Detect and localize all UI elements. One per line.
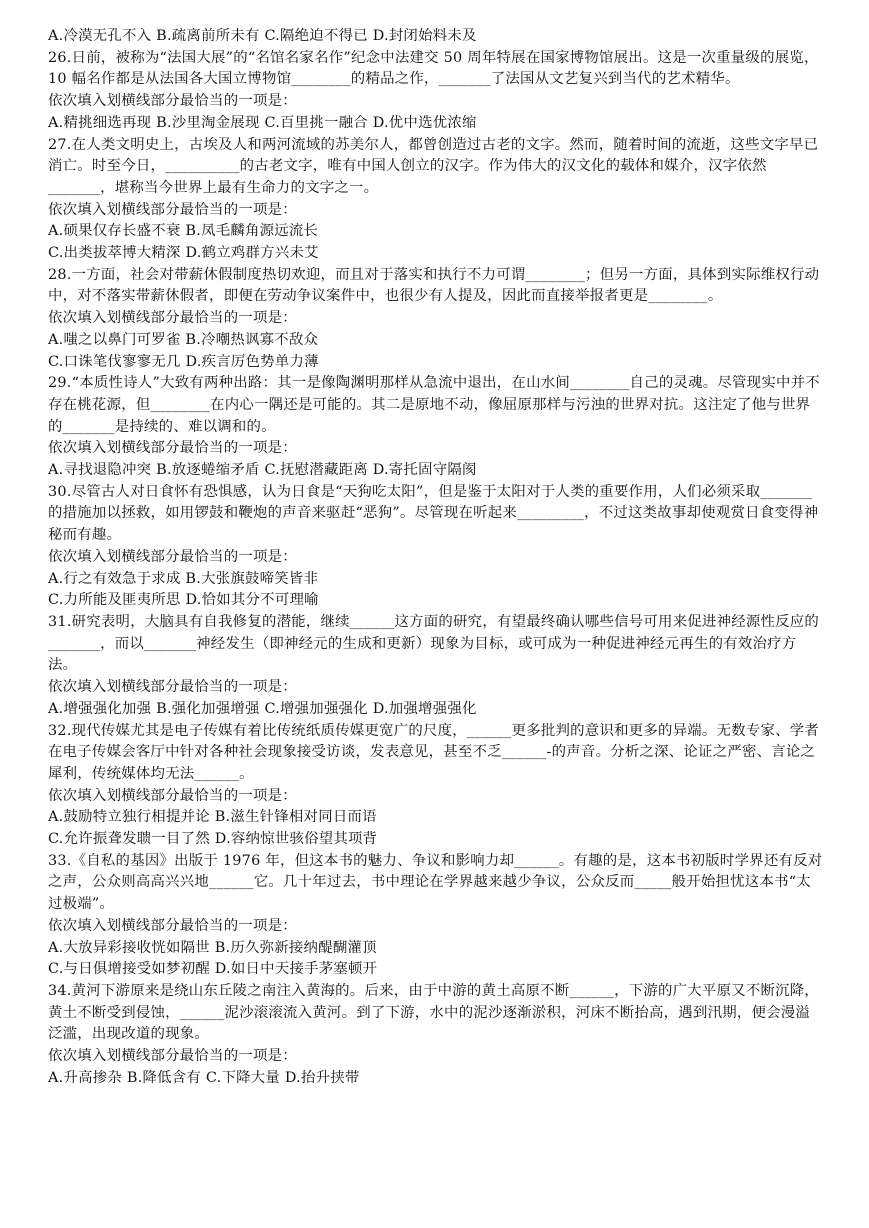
q32-stem: 32.现代传媒尤其是电子传媒有着比传统纸质传媒更宽广的尺度，______更多批判的意识和更多的异端。无数专家、学者在电子传媒会客厅中针对各种社会现象接受访谈，发表意见，甚至不乏______-的声音。分析之深、论证之严密、言论之犀利，传统媒体均无法______。 [48, 722, 820, 782]
q26-options-1: A.精挑细选再现 B.沙里淘金展现 C.百里挑一融合 D.优中选优浓缩 [48, 114, 477, 131]
document-body [48, 26, 823, 1089]
q30-prompt: 依次填入划横线部分最恰当的一项是： [48, 548, 297, 565]
q30-options-1: A.行之有效急于求成 B.大张旗鼓啼笑皆非 [48, 570, 319, 587]
q31-prompt: 依次填入划横线部分最恰当的一项是： [48, 679, 297, 696]
q28-options-2: C.口诛笔伐寥寥无几 D.疾言厉色势单力薄 [48, 353, 319, 370]
question-33 [48, 851, 823, 981]
q27-stem: 27.在人类文明史上，古埃及人和两河流域的苏美尔人，都曾创造过古老的文字。然而，随着时间的流逝，这些文字早已消亡。时至今日，__________的古老文字，唯有中国人创立的汉字。作为伟大的汉文化的载体和媒介，汉字依然_______，堪称当今世界上最有生命力的文字之一。 [48, 136, 819, 196]
question-26 [48, 48, 823, 135]
q33-options-2: C.与日俱增接受如梦初醒 D.如日中天接手茅塞顿开 [48, 961, 378, 978]
q33-prompt: 依次填入划横线部分最恰当的一项是： [48, 917, 297, 934]
q28-prompt: 依次填入划横线部分最恰当的一项是： [48, 310, 297, 327]
question-27 [48, 135, 823, 265]
q34-prompt: 依次填入划横线部分最恰当的一项是： [48, 1048, 297, 1065]
q32-options-1: A.鼓励特立独行相提并论 B.滋生针锋相对同日而语 [48, 809, 377, 826]
q25-options: A.冷漠无孔不入 B.疏离前所未有 C.隔绝迫不得已 D.封闭始料未及 [48, 28, 477, 44]
q27-options-2: C.出类拔萃博大精深 D.鹤立鸡群方兴未艾 [48, 245, 319, 262]
q34-stem: 34.黄河下游原来是绕山东丘陵之南注入黄海的。后来，由于中游的黄土高原不断______，下游的广大平原又不断沉降，黄土不断受到侵蚀，______泥沙滚滚流入黄河。到了下游，水中的泥沙逐渐淤积，河床不断抬高，遇到汛期，便会漫溢泛滥，出现改道的现象。 [48, 982, 820, 1043]
q30-stem: 30.尽管古人对日食怀有恐惧感，认为日食是“天狗吃太阳”，但是鉴于太阳对于人类的重要作用，人们必须采取_______的措施加以拯救，如用锣鼓和鞭炮的声音来驱赶“恶狗”。尽管现在听起来_________，不过这类故事却使观赏日食变得神秘而有趣。 [48, 483, 819, 544]
question-28 [48, 265, 823, 374]
question-31 [48, 612, 823, 721]
q33-stem: 33.《自私的基因》出版于 1976 年，但这本书的魅力、争议和影响力却______。有趣的是，这本书初版时学界还有反对之声，公众则高高兴兴地______它。几十年过去，书中理论在学界越来越少争议，公众反而_____般开始担忧这本书“太过极端”。 [48, 852, 823, 913]
q28-options-1: A.嗤之以鼻门可罗雀 B.冷嘲热讽寡不敌众 [48, 331, 319, 348]
q31-options-1: A.增强强化加强 B.强化加强增强 C.增强加强强化 D.加强增强强化 [48, 700, 477, 717]
q27-prompt: 依次填入划横线部分最恰当的一项是： [48, 201, 297, 218]
q32-prompt: 依次填入划横线部分最恰当的一项是： [48, 787, 297, 804]
q28-stem: 28.一方面，社会对带薪休假制度热切欢迎，而且对于落实和执行不力可谓________；但另一方面，具体到实际维权行动中，对不落实带薪休假者，即便在劳动争议案件中，也很少有人提及，因此而直接举报者更是________。 [48, 266, 820, 305]
q30-options-2: C.力所能及匪夷所思 D.恰如其分不可理喻 [48, 592, 319, 609]
q29-stem: 29.“本质性诗人”大致有两种出路：其一是像陶渊明那样从急流中退出，在山水间________自己的灵魂。尽管现实中并不存在桃花源，但________在内心一隅还是可能的。其二是原地不动，像屈原那样与污浊的世界对抗。这注定了他与世界的_______是持续的、难以调和的。 [48, 375, 820, 435]
question-34 [48, 981, 823, 1090]
q33-options-1: A.大放异彩接收恍如隔世 B.历久弥新接纳醍醐灌顶 [48, 939, 377, 956]
q31-stem: 31.研究表明，大脑具有自我修复的潜能，继续______这方面的研究，有望最终确认哪些信号可用来促进神经源性反应的_______，而以_______神经发生（即神经元的生成和更新）现象为目标，或可成为一种促进神经元再生的有效治疗方法。 [48, 613, 820, 674]
q26-prompt: 依次填入划横线部分最恰当的一项是： [48, 93, 297, 110]
q29-prompt: 依次填入划横线部分最恰当的一项是： [48, 440, 297, 457]
question-29 [48, 373, 823, 482]
q27-options-1: A.硕果仅存长盛不衰 B.凤毛麟角源远流长 [48, 223, 319, 240]
q26-stem: 26.日前，被称为“法国大展”的“名馆名家名作”纪念中法建交 50 周年特展在国家博物馆展出。这是一次重量级的展览，10 幅名作都是从法国各大国立博物馆________的精品之作，_______了法国从文艺复兴到当代的艺术精华。 [48, 49, 819, 88]
question-30 [48, 482, 823, 612]
q29-options-1: A.寻找退隐冲突 B.放逐蜷缩矛盾 C.抚慰潜藏距离 D.寄托固守隔阂 [48, 462, 477, 479]
q34-options-1: A.升高掺杂 B.降低含有 C.下降大量 D.抬升挟带 [48, 1069, 360, 1086]
q32-options-2: C.允许振聋发聩一目了然 D.容纳惊世骇俗望其项背 [48, 831, 378, 848]
question-32 [48, 721, 823, 851]
